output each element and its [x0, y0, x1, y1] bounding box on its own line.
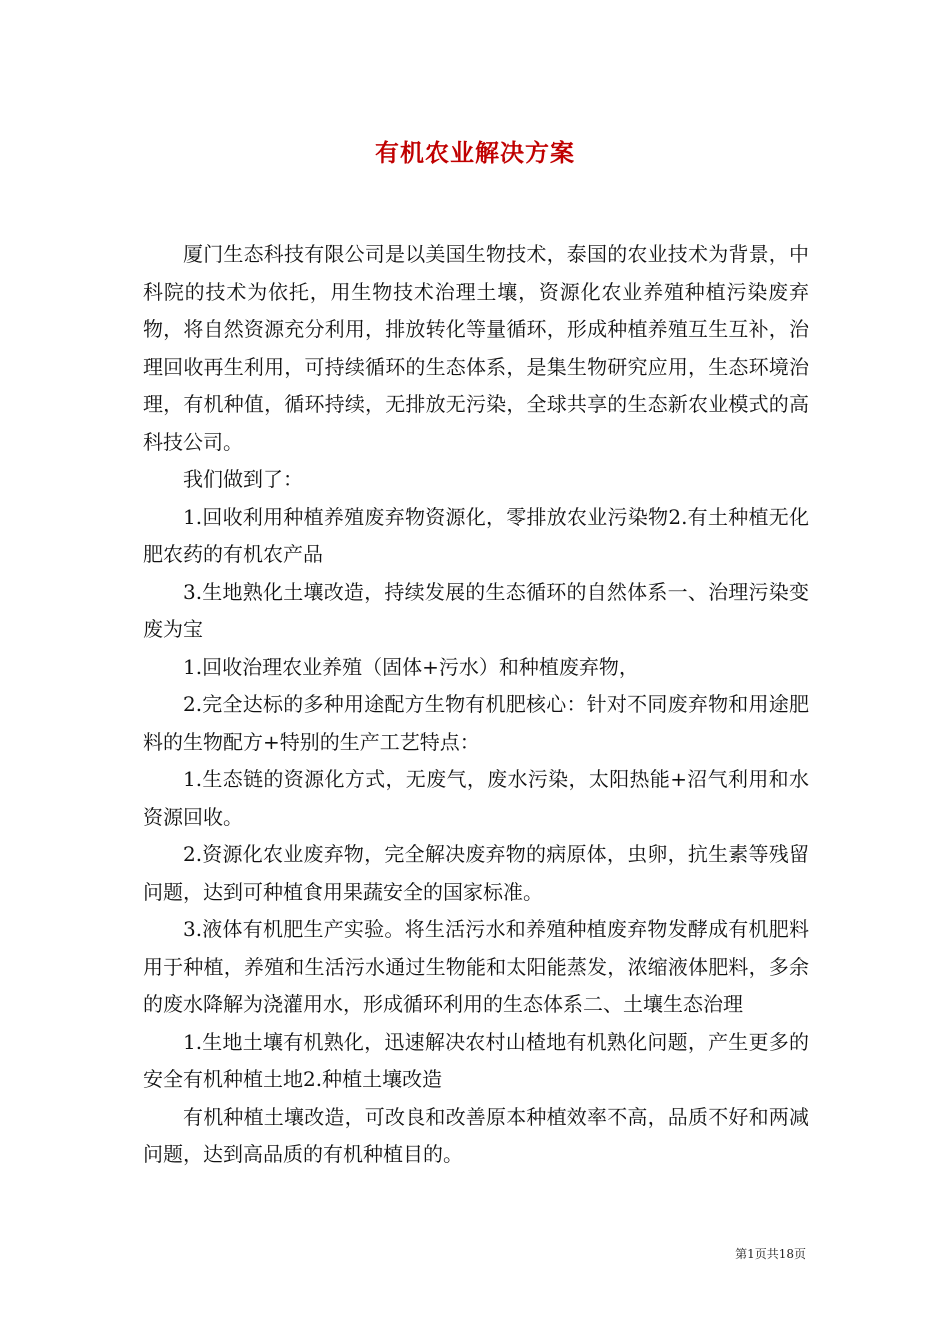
document-body — [143, 236, 809, 1174]
paragraph-item: 1.生地土壤有机熟化，迅速解决农村山楂地有机熟化问题，产生更多的安全有机种植土地2.种植土壤改造 — [143, 1029, 809, 1091]
paragraph-item: 3.生地熟化土壤改造，持续发展的生态循环的自然体系一、治理污染变废为宝 — [143, 579, 809, 641]
paragraph-item: 1.回收治理农业养殖（固体+污水）和种植废弃物， — [183, 654, 639, 679]
paragraph-achievements-heading: 我们做到了： — [183, 467, 303, 491]
paragraph-intro: 厦门生态科技有限公司是以美国生物技术，泰国的农业技术为背景，中科院的技术为依托，用生物技术治理土壤，资源化农业养殖种植污染废弃物，将自然资源充分利用，排放转化等量循环，形成种植养殖互生互补，治理回收再生利用，可持续循环的生态体系，是集生物研究应用，生态环境治理，有机种值，循环持续，无排放无污染，全球共享的生态新农业模式的高科技公司。 — [143, 242, 809, 454]
paragraph-item: 1.回收利用种植养殖废弃物资源化，零排放农业污染物2.有土种植无化肥农药的有机农产品 — [143, 504, 809, 566]
paragraph-item: 2.资源化农业废弃物，完全解决废弃物的病原体，虫卵，抗生素等残留问题，达到可种植食用果蔬安全的国家标准。 — [143, 842, 809, 904]
document-title: 有机农业解决方案 — [375, 138, 575, 167]
paragraph-item: 有机种植土壤改造，可改良和改善原本种植效率不高，品质不好和两减问题，达到高品质的有机种植目的。 — [143, 1104, 809, 1166]
paragraph-item: 2.完全达标的多种用途配方生物有机肥核心：针对不同废弃物和用途肥料的生物配方+特别的生产工艺特点： — [143, 692, 809, 754]
page-number-footer: 第1页共18页 — [735, 1247, 806, 1261]
paragraph-item: 1.生态链的资源化方式，无废气，废水污染，太阳热能+沼气利用和水资源回收。 — [143, 767, 809, 829]
paragraph-item: 3.液体有机肥生产实验。将生活污水和养殖种植废弃物发酵成有机肥料用于种植，养殖和生活污水通过生物能和太阳能蒸发，浓缩液体肥料，多余的废水降解为浇灌用水，形成循环利用的生态体系二、土壤生态治理 — [143, 917, 809, 1016]
